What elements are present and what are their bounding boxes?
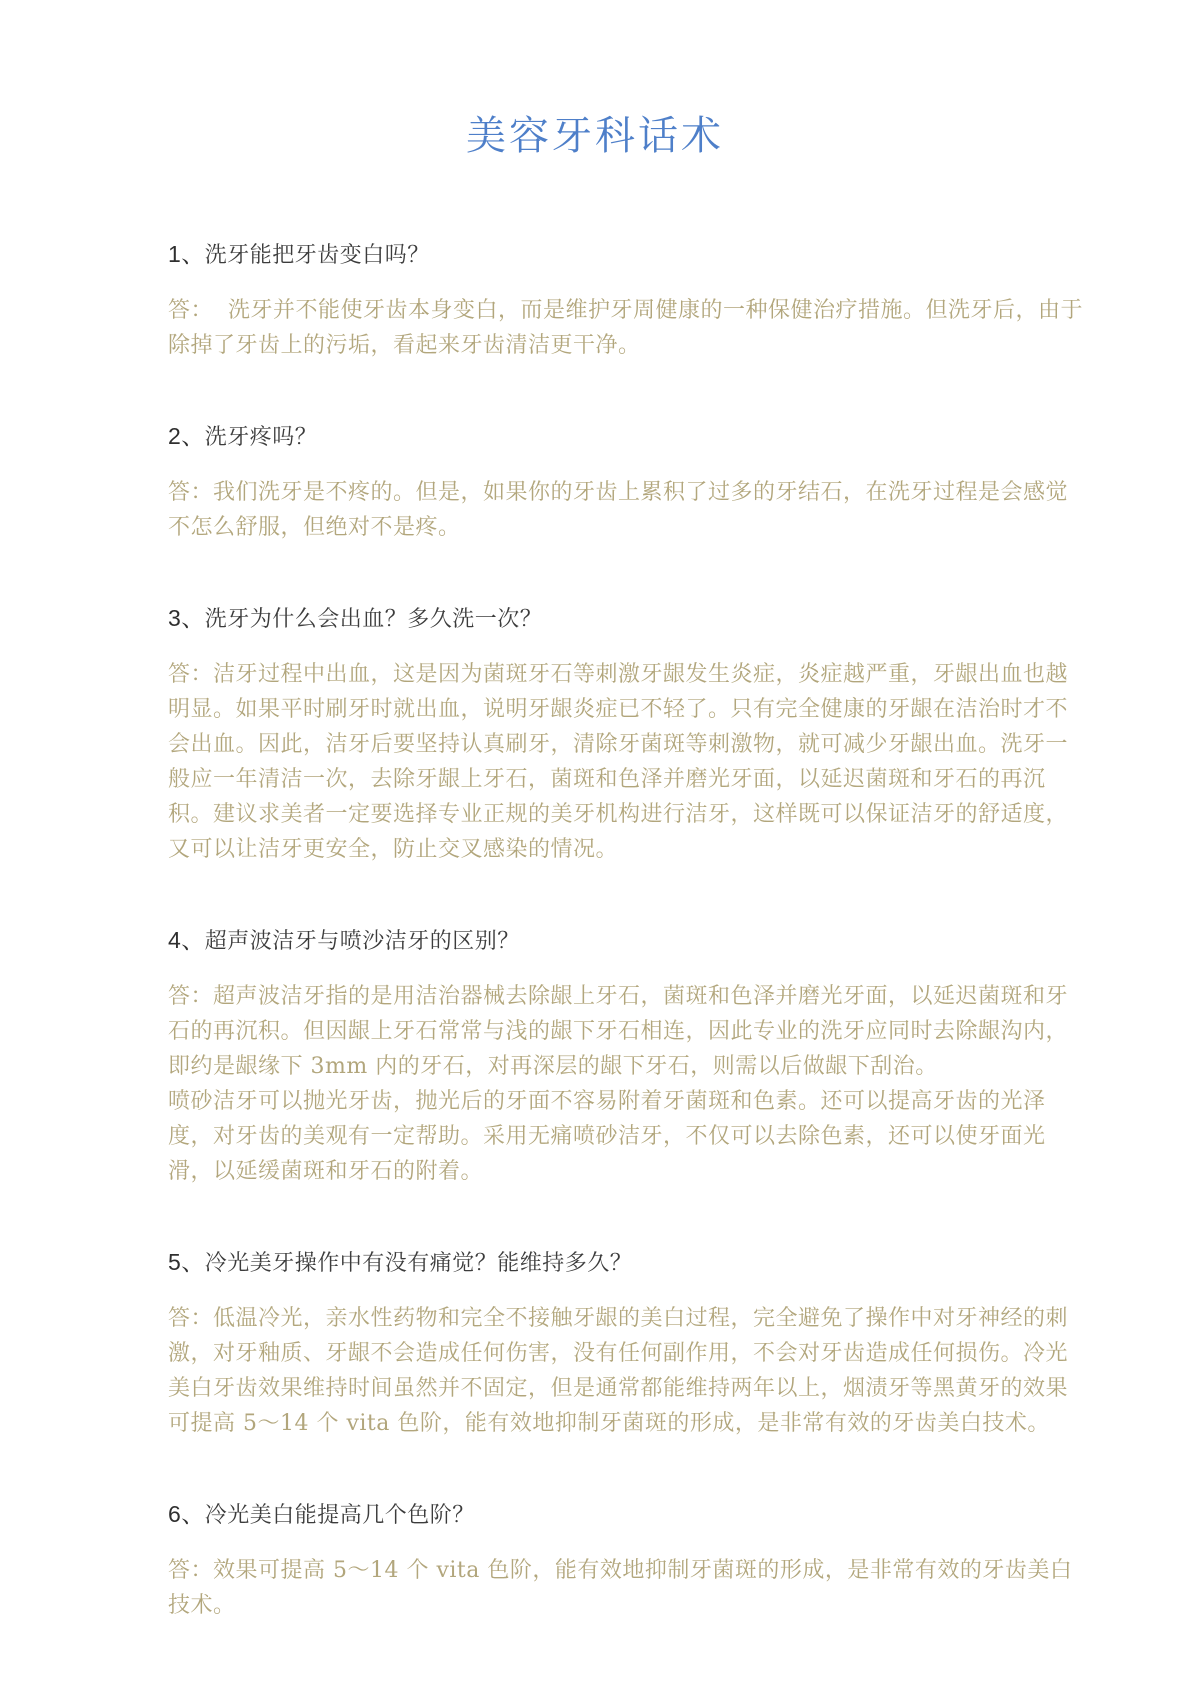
- answer-block: [168, 979, 1084, 1189]
- question-heading: [168, 1497, 1084, 1533]
- question-heading: [168, 419, 1084, 455]
- qa-section-4: [168, 923, 1084, 1189]
- question-number: 6、: [168, 1501, 205, 1527]
- answer-paragraph: 答：效果可提高 5～14 个 vita 色阶，能有效地抑制牙菌斑的形成，是非常有效的牙齿美白技术。: [168, 1558, 1073, 1618]
- question-heading: [168, 601, 1084, 637]
- question-number: 4、: [168, 927, 205, 953]
- answer-block: [168, 475, 1084, 545]
- question-number: 2、: [168, 423, 205, 449]
- question-number: 3、: [168, 605, 205, 631]
- answer-block: [168, 1553, 1084, 1623]
- question-number: 5、: [168, 1249, 205, 1275]
- answer-paragraph: 答：洁牙过程中出血，这是因为菌斑牙石等刺激牙龈发生炎症，炎症越严重，牙龈出血也越明显。如果平时刷牙时就出血，说明牙龈炎症已不轻了。只有完全健康的牙龈在洁治时才不会出血。因此，洁牙后要坚持认真刷牙，清除牙菌斑等刺激物，就可减少牙龈出血。洗牙一般应一年清洁一次，去除牙龈上牙石，菌斑和色泽并磨光牙面，以延迟菌斑和牙石的再沉积。建议求美者一定要选择专业正规的美牙机构进行洁牙，这样既可以保证洁牙的舒适度，又可以让洁牙更安全，防止交叉感染的情况。: [168, 662, 1069, 862]
- question-heading: [168, 923, 1084, 959]
- question-text: 冷光美白能提高几个色阶？: [204, 1503, 475, 1528]
- qa-section-5: [168, 1245, 1084, 1441]
- question-text: 洗牙疼吗？: [204, 425, 318, 450]
- question-text: 洗牙为什么会出血？多久洗一次？: [204, 607, 543, 632]
- qa-section-6: [168, 1497, 1084, 1623]
- qa-section-1: [168, 237, 1084, 363]
- answer-paragraph: 喷砂洁牙可以抛光牙齿，抛光后的牙面不容易附着牙菌斑和色素。还可以提高牙齿的光泽度，对牙齿的美观有一定帮助。采用无痛喷砂洁牙，不仅可以去除色素，还可以使牙面光滑，以延缓菌斑和牙石的附着。: [168, 1089, 1046, 1184]
- answer-paragraph: 答：低温冷光，亲水性药物和完全不接触牙龈的美白过程，完全避免了操作中对牙神经的刺激，对牙釉质、牙龈不会造成任何伤害，没有任何副作用，不会对牙齿造成任何损伤。冷光美白牙齿效果维持时间虽然并不固定，但是通常都能维持两年以上，烟渍牙等黑黄牙的效果可提高 5～14 个 vita 色阶，能有效地抑制牙菌斑的形成，是非常有效的牙齿美白技术。: [168, 1306, 1069, 1436]
- document-title: 美容牙科话术: [466, 113, 724, 159]
- question-text: 洗牙能把牙齿变白吗？: [204, 243, 430, 268]
- answer-block: [168, 657, 1084, 867]
- question-text: 冷光美牙操作中有没有痛觉？能维持多久？: [204, 1251, 633, 1276]
- answer-paragraph: 答：超声波洁牙指的是用洁治器械去除龈上牙石，菌斑和色泽并磨光牙面，以延迟菌斑和牙石的再沉积。但因龈上牙石常常与浅的龈下牙石相连，因此专业的洗牙应同时去除龈沟内，即约是龈缘下 3mm 内的牙石，对再深层的龈下牙石，则需以后做龈下刮治。: [168, 984, 1069, 1079]
- question-heading: [168, 1245, 1084, 1281]
- question-heading: [168, 237, 1084, 273]
- question-text: 超声波洁牙与喷沙洁牙的区别？: [204, 929, 520, 954]
- answer-block: [168, 293, 1084, 363]
- answer-paragraph: 答：我们洗牙是不疼的。但是，如果你的牙齿上累积了过多的牙结石，在洗牙过程是会感觉不怎么舒服，但绝对不是疼。: [168, 480, 1069, 540]
- answer-block: [168, 1301, 1084, 1441]
- qa-section-3: [168, 601, 1084, 867]
- qa-section-2: [168, 419, 1084, 545]
- answer-paragraph: 答： 洗牙并不能使牙齿本身变白，而是维护牙周健康的一种保健治疗措施。但洗牙后，由于除掉了牙齿上的污垢，看起来牙齿清洁更干净。: [168, 298, 1083, 358]
- question-number: 1、: [168, 241, 205, 267]
